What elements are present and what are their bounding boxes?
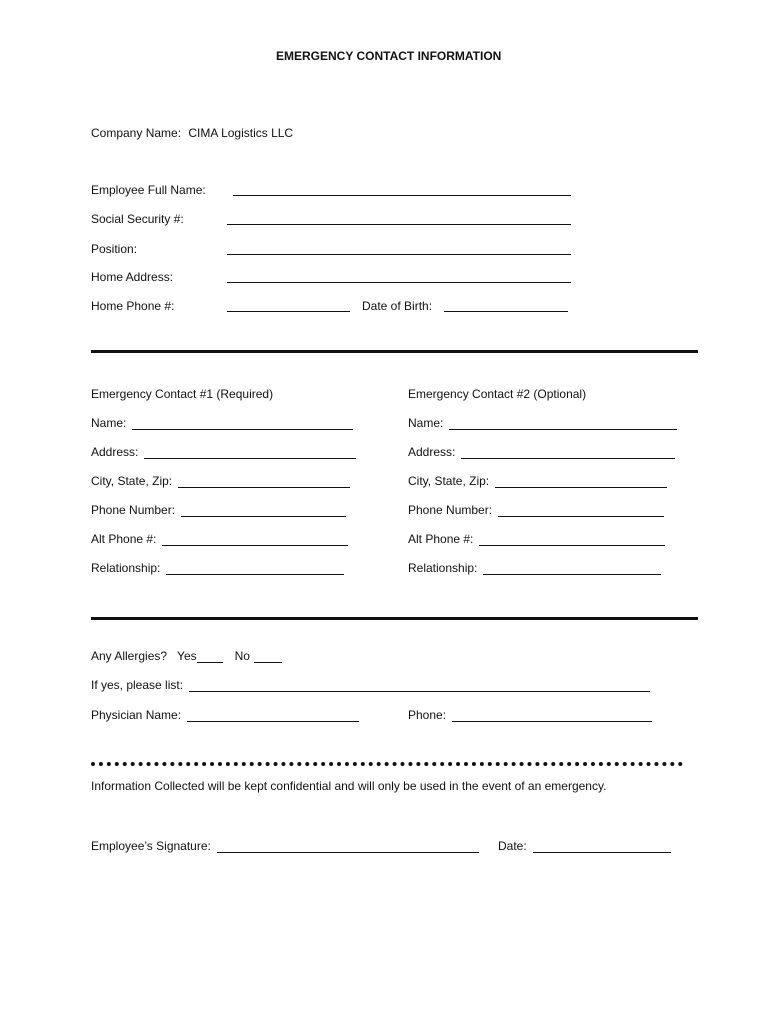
contact1-name-field[interactable] bbox=[132, 417, 353, 430]
contact1-relationship-field[interactable] bbox=[166, 562, 344, 575]
allergies-list-label: If yes, please list: bbox=[91, 678, 184, 692]
dob-field[interactable] bbox=[444, 299, 568, 312]
ssn-label: Social Security #: bbox=[91, 212, 184, 226]
ssn-field[interactable] bbox=[227, 212, 571, 225]
confidential-note: Information Collected will be kept confidential and will only be used in the event of an emergency. bbox=[91, 779, 607, 793]
contact2-relationship-field[interactable] bbox=[483, 562, 661, 575]
position-field[interactable] bbox=[227, 242, 571, 255]
contact2-alt-phone-field[interactable] bbox=[479, 533, 665, 546]
signature-date-row bbox=[498, 839, 671, 853]
contact2-name-field[interactable] bbox=[449, 417, 677, 430]
allergies-list-row bbox=[91, 678, 650, 692]
employee-full-name-label: Employee Full Name: bbox=[91, 183, 206, 197]
contact2-relationship-row bbox=[408, 561, 661, 575]
contact2-heading: Emergency Contact #2 (Optional) bbox=[408, 387, 587, 401]
contact1-address-row bbox=[91, 445, 356, 459]
home-address-field[interactable] bbox=[227, 270, 571, 283]
contact1-address-field[interactable] bbox=[144, 446, 356, 459]
physician-phone-field[interactable] bbox=[452, 709, 652, 722]
physician-phone-row bbox=[408, 708, 652, 722]
allergies-no-field[interactable] bbox=[254, 650, 282, 663]
position-label: Position: bbox=[91, 242, 138, 256]
company-label: Company Name: bbox=[91, 126, 182, 140]
company-value: CIMA Logistics LLC bbox=[188, 126, 294, 140]
home-phone-field[interactable] bbox=[227, 299, 350, 312]
contact2-phone-field[interactable] bbox=[498, 504, 664, 517]
signature-date-label: Date: bbox=[498, 839, 527, 853]
contact2-alt-phone-row bbox=[408, 532, 665, 546]
contact2-relationship-label: Relationship: bbox=[408, 561, 478, 575]
section-divider-2 bbox=[91, 617, 698, 620]
contact1-city-label: City, State, Zip: bbox=[91, 474, 173, 488]
physician-row bbox=[91, 708, 359, 722]
contact1-alt-phone-label: Alt Phone #: bbox=[91, 532, 157, 546]
physician-label: Physician Name: bbox=[91, 708, 182, 722]
contact1-name-label: Name: bbox=[91, 416, 127, 430]
signature-label: Employee’s Signature: bbox=[91, 839, 211, 853]
company-row bbox=[91, 126, 293, 140]
contact2-address-label: Address: bbox=[408, 445, 456, 459]
contact1-phone-field[interactable] bbox=[181, 504, 346, 517]
home-phone-label: Home Phone #: bbox=[91, 299, 175, 313]
allergies-yes-label: Yes bbox=[177, 649, 197, 663]
dob-label: Date of Birth: bbox=[362, 299, 433, 313]
contact2-name-label: Name: bbox=[408, 416, 444, 430]
contact2-address-field[interactable] bbox=[461, 446, 675, 459]
contact1-relationship-label: Relationship: bbox=[91, 561, 161, 575]
allergies-list-field[interactable] bbox=[189, 679, 650, 692]
contact1-heading: Emergency Contact #1 (Required) bbox=[91, 387, 274, 401]
contact2-address-row bbox=[408, 445, 675, 459]
contact1-city-field[interactable] bbox=[178, 475, 350, 488]
contact2-city-label: City, State, Zip: bbox=[408, 474, 490, 488]
physician-phone-label: Phone: bbox=[408, 708, 447, 722]
physician-field[interactable] bbox=[187, 709, 359, 722]
contact1-phone-label: Phone Number: bbox=[91, 503, 176, 517]
allergies-row bbox=[91, 649, 282, 663]
allergies-yes-field[interactable] bbox=[197, 650, 223, 663]
contact1-city-row bbox=[91, 474, 350, 488]
contact1-alt-phone-field[interactable] bbox=[162, 533, 348, 546]
signature-field[interactable] bbox=[217, 840, 479, 853]
contact2-phone-row bbox=[408, 503, 664, 517]
signature-date-field[interactable] bbox=[533, 840, 671, 853]
contact2-name-row bbox=[408, 416, 677, 430]
contact1-address-label: Address: bbox=[91, 445, 139, 459]
dotted-divider bbox=[91, 762, 683, 766]
contact2-alt-phone-label: Alt Phone #: bbox=[408, 532, 474, 546]
contact2-city-row bbox=[408, 474, 667, 488]
contact2-phone-label: Phone Number: bbox=[408, 503, 493, 517]
home-address-label: Home Address: bbox=[91, 270, 174, 284]
allergies-no-label: No bbox=[234, 649, 250, 663]
signature-row bbox=[91, 839, 479, 853]
page-title: EMERGENCY CONTACT INFORMATION bbox=[276, 49, 502, 63]
allergies-label: Any Allergies? bbox=[91, 649, 168, 663]
contact2-city-field[interactable] bbox=[495, 475, 667, 488]
contact1-name-row bbox=[91, 416, 353, 430]
contact1-phone-row bbox=[91, 503, 346, 517]
section-divider-1 bbox=[91, 350, 698, 353]
contact1-relationship-row bbox=[91, 561, 344, 575]
employee-full-name-field[interactable] bbox=[233, 183, 571, 196]
contact1-alt-phone-row bbox=[91, 532, 348, 546]
